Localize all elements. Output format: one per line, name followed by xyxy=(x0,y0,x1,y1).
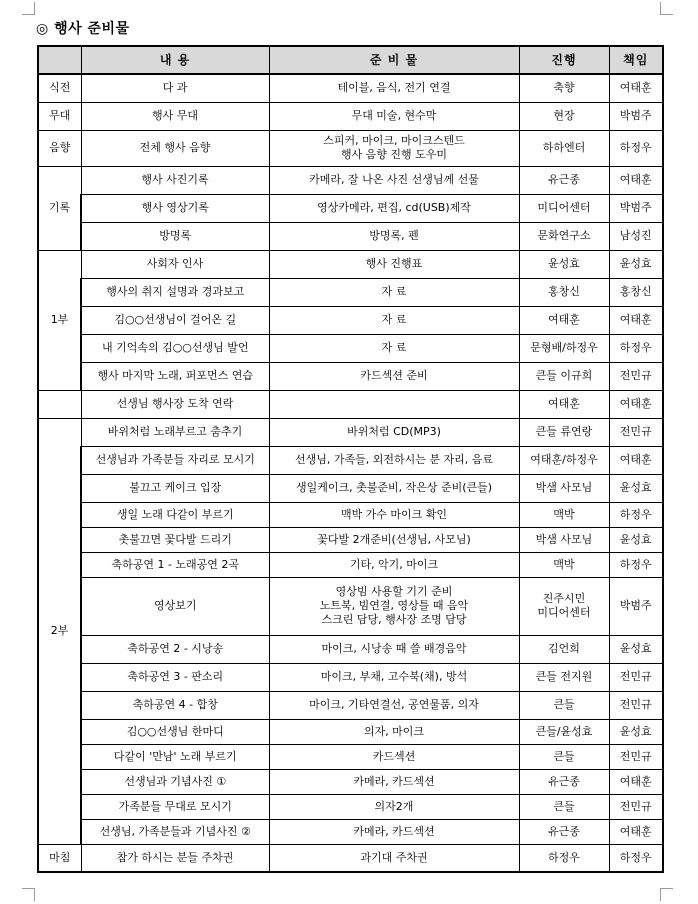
progress-cell: 진주시민 미디어센터 xyxy=(519,577,609,635)
progress-cell: 맥박 xyxy=(519,502,609,527)
content-cell: 방명록 xyxy=(81,222,269,250)
content-cell: 불끄고 케이크 입장 xyxy=(81,474,269,502)
table-row xyxy=(38,74,663,102)
header-section xyxy=(38,46,81,74)
content-cell: 참가 하시는 분들 주차권 xyxy=(81,844,269,872)
table-row xyxy=(38,663,663,691)
content-cell: 행사 사진기록 xyxy=(81,166,269,194)
content-cell: 가족분들 무대로 모시기 xyxy=(81,794,269,819)
owner-cell: 여태훈 xyxy=(609,306,663,334)
prep-cell: 의자, 마이크 xyxy=(269,719,519,744)
table-row xyxy=(38,577,663,635)
progress-cell: 큰들 xyxy=(519,794,609,819)
content-cell: 축하공연 2 - 시낭송 xyxy=(81,635,269,663)
preparation-table xyxy=(37,45,664,873)
prep-cell: 카메라, 카드섹션 xyxy=(269,769,519,794)
content-cell: 선생님과 기념사진 ① xyxy=(81,769,269,794)
prep-cell: 무대 미술, 현수막 xyxy=(269,102,519,130)
prep-cell: 테이블, 음식, 전기 연결 xyxy=(269,74,519,102)
content-cell: 사회자 인사 xyxy=(81,250,269,278)
table-row xyxy=(38,552,663,577)
table-row xyxy=(38,250,663,278)
progress-cell: 유근종 xyxy=(519,166,609,194)
progress-cell: 홍창신 xyxy=(519,278,609,306)
prep-cell: 바위처럼 CD(MP3) xyxy=(269,418,519,446)
progress-cell: 문형배/하정우 xyxy=(519,334,609,362)
table-row xyxy=(38,844,663,872)
progress-cell: 박샘 사모님 xyxy=(519,474,609,502)
content-cell: 바위처럼 노래부르고 춤추기 xyxy=(81,418,269,446)
section-cell: 1부 xyxy=(38,250,81,390)
prep-cell: 자 료 xyxy=(269,334,519,362)
prep-cell: 기타, 악기, 마이크 xyxy=(269,552,519,577)
prep-cell: 마이크, 부채, 고수북(채), 방석 xyxy=(269,663,519,691)
table-row xyxy=(38,474,663,502)
section-cell: 2부 xyxy=(38,418,81,844)
owner-cell: 전민규 xyxy=(609,418,663,446)
progress-cell: 여태훈/하정우 xyxy=(519,446,609,474)
content-cell: 영상보기 xyxy=(81,577,269,635)
table-row xyxy=(38,194,663,222)
prep-cell: 스피커, 마이크, 마이크스텐드 행사 음향 진행 도우미 xyxy=(269,130,519,166)
content-cell: 내 기억속의 김○○선생님 발언 xyxy=(81,334,269,362)
owner-cell: 하정우 xyxy=(609,130,663,166)
progress-cell: 하하엔터 xyxy=(519,130,609,166)
table-row xyxy=(38,102,663,130)
prep-cell: 자 료 xyxy=(269,278,519,306)
section-cell: 음향 xyxy=(38,130,81,166)
owner-cell: 윤성효 xyxy=(609,250,663,278)
section-cell: 무대 xyxy=(38,102,81,130)
table-row xyxy=(38,527,663,552)
progress-cell: 유근종 xyxy=(519,819,609,844)
prep-cell: 방명록, 펜 xyxy=(269,222,519,250)
page-corner-mark xyxy=(22,2,35,15)
content-cell: 촛불끄면 꽃다발 드리기 xyxy=(81,527,269,552)
content-cell: 다 과 xyxy=(81,74,269,102)
prep-cell: 카드섹션 준비 xyxy=(269,362,519,390)
prep-cell: 마이크, 시낭송 때 쓸 배경음악 xyxy=(269,635,519,663)
content-cell: 김○○선생님이 걸어온 길 xyxy=(81,306,269,334)
owner-cell: 하정우 xyxy=(609,844,663,872)
table-row xyxy=(38,334,663,362)
table-row xyxy=(38,769,663,794)
content-cell: 행사의 취지 설명과 경과보고 xyxy=(81,278,269,306)
progress-cell: 큰들/윤성효 xyxy=(519,719,609,744)
progress-cell: 큰들 전지원 xyxy=(519,663,609,691)
content-cell: 선생님 행사장 도착 연락 xyxy=(81,390,269,418)
progress-cell: 큰들 xyxy=(519,691,609,719)
header-progress: 진행 xyxy=(519,46,609,74)
table-row xyxy=(38,446,663,474)
owner-cell: 남성진 xyxy=(609,222,663,250)
header-owner: 책임 xyxy=(609,46,663,74)
owner-cell: 홍창신 xyxy=(609,278,663,306)
table-row xyxy=(38,362,663,390)
owner-cell: 전민규 xyxy=(609,362,663,390)
progress-cell: 박샘 사모님 xyxy=(519,527,609,552)
progress-cell: 미디어센터 xyxy=(519,194,609,222)
owner-cell: 박범주 xyxy=(609,577,663,635)
content-cell: 축하공연 4 - 합창 xyxy=(81,691,269,719)
progress-cell: 큰들 류연랑 xyxy=(519,418,609,446)
content-cell: 선생님과 가족분들 자리로 모시기 xyxy=(81,446,269,474)
progress-cell: 맥박 xyxy=(519,552,609,577)
table-row xyxy=(38,502,663,527)
owner-cell: 윤성효 xyxy=(609,635,663,663)
progress-cell: 윤성효 xyxy=(519,250,609,278)
section-cell: 식전 xyxy=(38,74,81,102)
progress-cell: 축향 xyxy=(519,74,609,102)
table-row xyxy=(38,306,663,334)
owner-cell: 윤성효 xyxy=(609,527,663,552)
header-content: 내 용 xyxy=(81,46,269,74)
prep-cell: 과기대 주차권 xyxy=(269,844,519,872)
prep-cell: 영상카메라, 편집, cd(USB)제작 xyxy=(269,194,519,222)
prep-cell: 카메라, 카드섹션 xyxy=(269,819,519,844)
progress-cell: 현장 xyxy=(519,102,609,130)
table-row xyxy=(38,744,663,769)
content-cell: 행사 영상기록 xyxy=(81,194,269,222)
owner-cell: 여태훈 xyxy=(609,819,663,844)
table-row xyxy=(38,222,663,250)
table-row xyxy=(38,130,663,166)
progress-cell: 큰들 이규희 xyxy=(519,362,609,390)
prep-cell: 자 료 xyxy=(269,306,519,334)
section-cell xyxy=(38,390,81,418)
prep-cell: 생일케이크, 촛불준비, 작은상 준비(큰들) xyxy=(269,474,519,502)
content-cell: 행사 무대 xyxy=(81,102,269,130)
prep-cell: 꽃다발 2개준비(선생님, 사모님) xyxy=(269,527,519,552)
progress-cell: 큰들 xyxy=(519,744,609,769)
prep-cell: 카드섹션 xyxy=(269,744,519,769)
prep-cell: 행사 진행표 xyxy=(269,250,519,278)
table-header-row xyxy=(38,46,663,74)
owner-cell: 하정우 xyxy=(609,552,663,577)
progress-cell: 하정우 xyxy=(519,844,609,872)
table-row xyxy=(38,390,663,418)
content-cell: 생일 노래 다같이 부르기 xyxy=(81,502,269,527)
prep-cell: 선생님, 가족들, 외전하시는 분 자리, 음료 xyxy=(269,446,519,474)
table-row xyxy=(38,691,663,719)
content-cell: 김○○선생님 한마디 xyxy=(81,719,269,744)
owner-cell: 윤성효 xyxy=(609,719,663,744)
prep-cell xyxy=(269,390,519,418)
prep-cell: 의자2개 xyxy=(269,794,519,819)
header-prep: 준 비 물 xyxy=(269,46,519,74)
content-cell: 축하공연 1 - 노래공연 2곡 xyxy=(81,552,269,577)
prep-cell: 마이크, 기타연결선, 공연물품, 의자 xyxy=(269,691,519,719)
table-row xyxy=(38,794,663,819)
prep-cell: 맥박 가수 마이크 확인 xyxy=(269,502,519,527)
table-row xyxy=(38,719,663,744)
owner-cell: 박범주 xyxy=(609,194,663,222)
owner-cell: 하정우 xyxy=(609,334,663,362)
page-corner-mark xyxy=(660,888,673,901)
section-cell: 마침 xyxy=(38,844,81,872)
table-row xyxy=(38,278,663,306)
progress-cell: 여태훈 xyxy=(519,306,609,334)
owner-cell: 여태훈 xyxy=(609,769,663,794)
owner-cell: 하정우 xyxy=(609,502,663,527)
page-corner-mark xyxy=(22,888,35,901)
owner-cell: 윤성효 xyxy=(609,474,663,502)
content-cell: 행사 마지막 노래, 퍼포먼스 연습 xyxy=(81,362,269,390)
content-cell: 선생님, 가족분들과 기념사진 ② xyxy=(81,819,269,844)
owner-cell: 여태훈 xyxy=(609,166,663,194)
document-title: ◎ 행사 준비물 xyxy=(36,21,130,37)
table-row xyxy=(38,418,663,446)
progress-cell: 김언희 xyxy=(519,635,609,663)
owner-cell: 전민규 xyxy=(609,744,663,769)
page-corner-mark xyxy=(660,2,673,15)
owner-cell: 여태훈 xyxy=(609,390,663,418)
content-cell: 축하공연 3 - 판소리 xyxy=(81,663,269,691)
owner-cell: 전민규 xyxy=(609,794,663,819)
prep-cell: 영상빔 사용할 기기 준비 노트북, 빔연결, 영상틀 때 음악 스크린 담당, 행사장 조명 담당 xyxy=(269,577,519,635)
content-cell: 전체 행사 음향 xyxy=(81,130,269,166)
owner-cell: 전민규 xyxy=(609,663,663,691)
section-cell: 기록 xyxy=(38,166,81,250)
prep-cell: 카메라, 잘 나온 사진 선생님께 선물 xyxy=(269,166,519,194)
table-row xyxy=(38,635,663,663)
content-cell: 다같이 '만남' 노래 부르기 xyxy=(81,744,269,769)
owner-cell: 박범주 xyxy=(609,102,663,130)
owner-cell: 여태훈 xyxy=(609,74,663,102)
progress-cell: 여태훈 xyxy=(519,390,609,418)
table-row xyxy=(38,166,663,194)
table-row xyxy=(38,819,663,844)
owner-cell: 여태훈 xyxy=(609,446,663,474)
owner-cell: 전민규 xyxy=(609,691,663,719)
progress-cell: 문화연구소 xyxy=(519,222,609,250)
progress-cell: 유근종 xyxy=(519,769,609,794)
